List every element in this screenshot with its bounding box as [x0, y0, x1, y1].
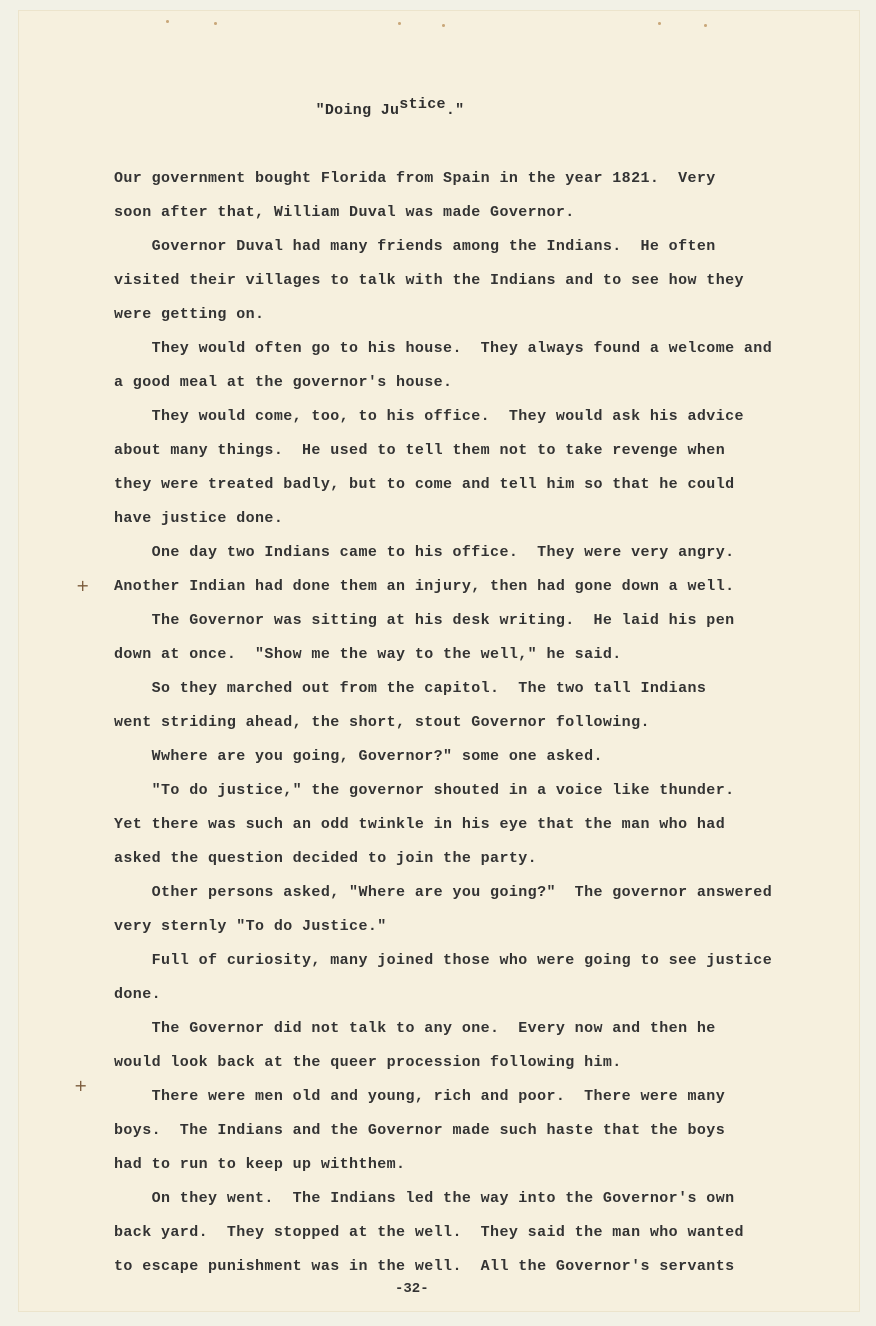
text-line: One day two Indians came to his office. They were very angry. [114, 544, 735, 561]
text-line: Yet there was such an odd twinkle in his eye that the man who had [114, 816, 726, 833]
text-line: There were men old and young, rich and poor. There were many [114, 1088, 726, 1105]
text-line: Full of curiosity, many joined those who were going to see justice [114, 952, 773, 969]
text-line: boys. The Indians and the Governor made such haste that the boys [114, 1122, 726, 1139]
text-line: Our government bought Florida from Spain in the year 1821. Very [114, 170, 716, 187]
text-line: So they marched out from the capitol. The two tall Indians [114, 680, 707, 697]
text-line: about many things. He used to tell them not to take revenge when [114, 442, 726, 459]
text-line: On they went. The Indians led the way into the Governor's own [114, 1190, 735, 1207]
paper-speck [442, 24, 445, 27]
text-line: asked the question decided to join the party. [114, 850, 538, 867]
document-title: "Doing Justice." [315, 96, 465, 119]
text-line: to escape punishment was in the well. All the Governor's servants [114, 1258, 735, 1275]
margin-plus-mark-icon: + [76, 576, 90, 595]
page-number: -32- [395, 1281, 429, 1297]
paper-speck [214, 22, 217, 25]
text-line: Governor Duval had many friends among the Indians. He often [114, 238, 716, 255]
text-line: They would often go to his house. They always found a welcome and [114, 340, 773, 357]
text-line: have justice done. [114, 510, 284, 527]
text-line: done. [114, 986, 162, 1003]
margin-plus-mark-icon: + [74, 1076, 88, 1095]
text-line: went striding ahead, the short, stout Governor following. [114, 714, 650, 731]
text-line: Another Indian had done them an injury, then had gone down a well. [114, 578, 735, 595]
paper-speck [704, 24, 707, 27]
text-line: a good meal at the governor's house. [114, 374, 453, 391]
text-line: down at once. "Show me the way to the well," he said. [114, 646, 622, 663]
text-line: back yard. They stopped at the well. They said the man who wanted [114, 1224, 744, 1241]
text-line: "To do justice," the governor shouted in a voice like thunder. [114, 782, 735, 799]
text-line: had to run to keep up withthem. [114, 1156, 406, 1173]
paper-speck [398, 22, 401, 25]
text-line: Other persons asked, "Where are you going?" The governor answered [114, 884, 773, 901]
paper-speck [166, 20, 169, 23]
text-line: very sternly "To do Justice." [114, 918, 387, 935]
text-line: would look back at the queer procession following him. [114, 1054, 622, 1071]
text-line: soon after that, William Duval was made Governor. [114, 204, 575, 221]
text-line: they were treated badly, but to come and tell him so that he could [114, 476, 735, 493]
text-line: They would come, too, to his office. They would ask his advice [114, 408, 744, 425]
text-line: were getting on. [114, 306, 265, 323]
paper-speck [658, 22, 661, 25]
text-line: The Governor was sitting at his desk writing. He laid his pen [114, 612, 735, 629]
text-line: Wwhere are you going, Governor?" some one asked. [114, 748, 603, 765]
text-line: visited their villages to talk with the Indians and to see how they [114, 272, 744, 289]
text-line: The Governor did not talk to any one. Every now and then he [114, 1020, 716, 1037]
